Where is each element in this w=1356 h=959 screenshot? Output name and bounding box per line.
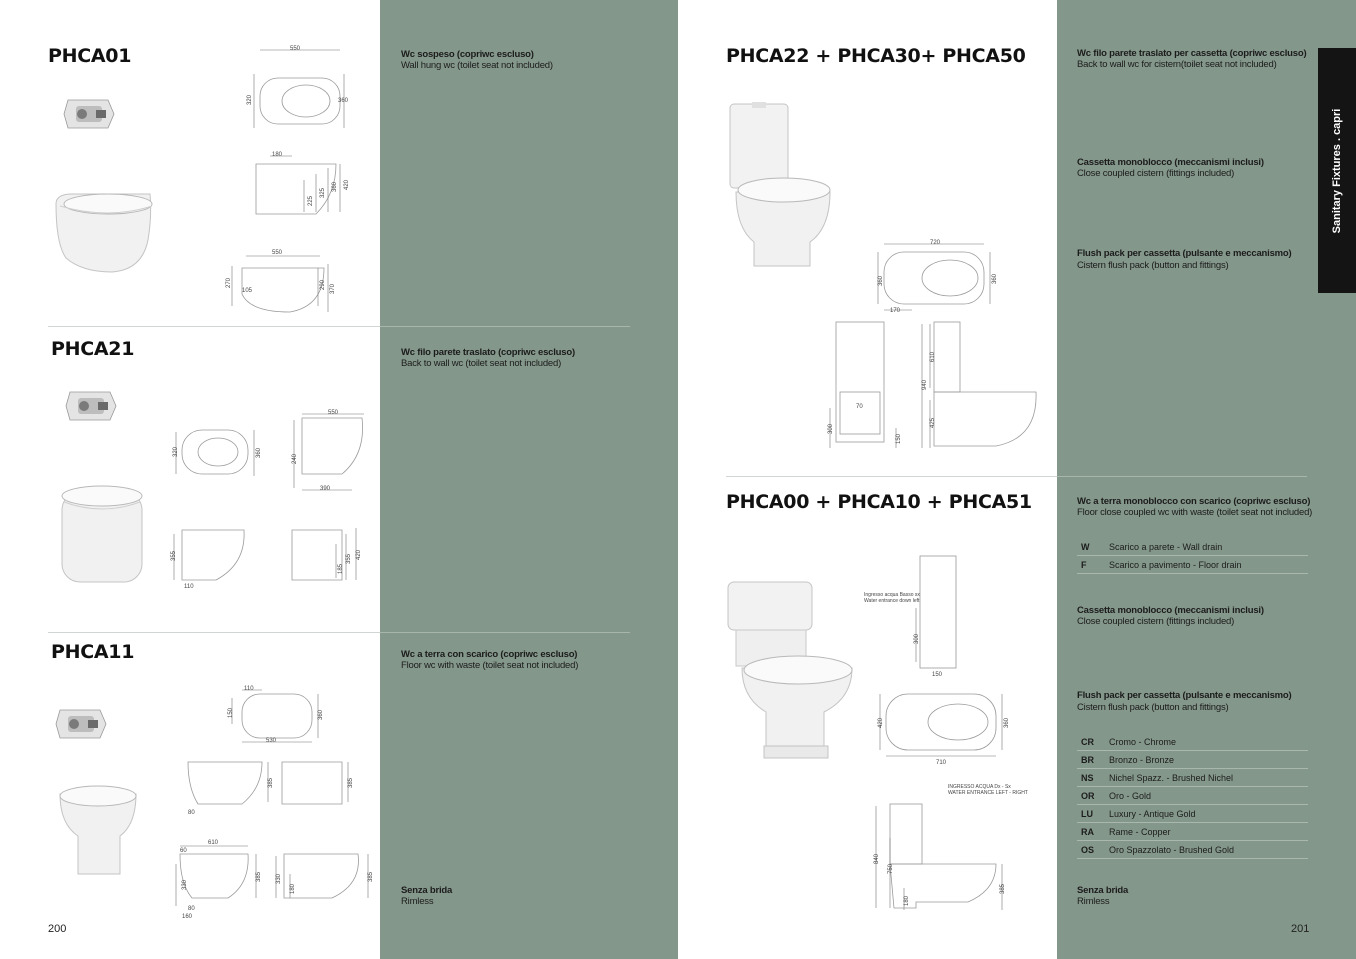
dimension-label: 325 [320,187,326,198]
drawing-note: Water entrance down left [864,598,920,604]
product-code: PHCA21 [51,338,135,360]
product-note-en: Rimless [401,896,434,907]
dimension-label: 80 [188,906,195,912]
dimension-label: 610 [208,840,219,846]
dimension-label: 110 [244,686,254,692]
drawing-note: INGRESSO ACQUA Dx - Sx [948,784,1011,790]
dimension-label: 360 [318,709,324,720]
divider [380,326,630,327]
dimension-label: 385 [268,777,274,788]
finish-label: Rame - Copper [1109,823,1308,841]
finish-code: BR [1077,751,1109,769]
finish-code: OR [1077,787,1109,805]
dimension-label: 360 [338,98,349,104]
product-extra-en: Close coupled cistern (fittings included) [1077,168,1235,179]
technical-drawing [860,548,1050,914]
dimension-label: 385 [368,871,374,882]
toilet-photo [58,482,146,592]
product-extra-it: Cassetta monoblocco (meccanismi inclusi) [1077,605,1264,616]
product-extra-en: Cistern flush pack (button and fittings) [1077,260,1229,271]
dimension-label: 360 [878,275,884,286]
finish-label: Bronzo - Bronze [1109,751,1308,769]
product-description-it: Wc a terra monoblocco con scarico (copriwc escluso) [1077,496,1311,507]
finishes-table [1077,733,1308,859]
finish-label: Oro Spazzolato - Brushed Gold [1109,841,1308,859]
divider [48,632,380,633]
table-row [1077,787,1308,805]
page-number: 200 [48,923,67,935]
product-extra-it: Flush pack per cassetta (pulsante e meccanismo) [1077,248,1292,259]
product-description-it: Wc a terra con scarico (copriwc escluso) [401,649,578,660]
dimension-label: 70 [856,404,863,410]
dimension-label: 720 [930,240,941,246]
dimension-label: 300 [914,633,920,644]
option-code: W [1077,538,1109,556]
dimension-label: 110 [184,584,194,590]
toilet-photo [726,100,836,272]
dimension-label: 330 [276,873,282,884]
option-label: Scarico a pavimento - Floor drain [1109,556,1308,574]
dimension-label: 180 [904,895,910,906]
left-green-panel [380,0,678,959]
drawing-note: Ingresso acqua Basso sx [864,592,920,598]
dimension-label: 180 [272,152,283,158]
table-row [1077,733,1308,751]
dimension-label: 300 [828,423,834,434]
product-extra-en: Close coupled cistern (fittings included) [1077,616,1235,627]
finish-label: Luxury - Antique Gold [1109,805,1308,823]
divider [1057,476,1307,477]
dimension-label: 360 [332,181,338,192]
drain-options-table [1077,538,1308,574]
product-description-en: Back to wall wc for cistern(toilet seat not included) [1077,59,1277,70]
toilet-photo [52,190,154,274]
dimension-label: 530 [266,738,277,744]
dimension-label: 550 [290,46,301,52]
section-tab [1318,48,1356,293]
page-number: 201 [1291,923,1310,935]
product-note-it: Senza brida [401,885,453,896]
dimension-label: 225 [308,195,314,206]
dimension-label: 425 [930,417,936,428]
divider [380,632,630,633]
product-description-en: Floor close coupled wc with waste (toilet seat not included) [1077,507,1313,518]
dimension-label: 710 [936,760,947,766]
product-description-it: Wc filo parete traslato (copriwc escluso) [401,347,575,358]
finish-label: Oro - Gold [1109,787,1308,805]
dimension-label: 370 [330,283,336,294]
product-note-en: Rimless [1077,896,1110,907]
table-row [1077,556,1308,574]
dimension-label: 750 [888,863,894,874]
dimension-label: 150 [896,433,902,444]
dimension-label: 610 [930,351,936,362]
product-description-en: Wall hung wc (toilet seat not included) [401,60,553,71]
technical-drawing [166,404,366,594]
dimension-label: 420 [344,179,350,190]
product-extra-en: Cistern flush pack (button and fittings) [1077,702,1229,713]
product-code: PHCA00 + PHCA10 + PHCA51 [726,491,1032,513]
table-row [1077,751,1308,769]
dimension-label: 170 [890,308,901,314]
finish-code: RA [1077,823,1109,841]
toilet-photo [726,578,856,768]
product-code: PHCA11 [51,641,135,663]
technical-drawing [172,684,378,920]
toilet-photo [54,784,142,880]
dimension-label: 420 [878,717,884,728]
finish-code: NS [1077,769,1109,787]
dimension-label: 60 [180,848,187,854]
divider [726,476,1057,477]
dimension-label: 940 [922,379,928,390]
finish-label: Cromo - Chrome [1109,733,1308,751]
dimension-label: 385 [256,871,262,882]
technical-drawing [826,238,1042,458]
dimension-label: 80 [188,810,195,816]
product-extra-it: Flush pack per cassetta (pulsante e meccanismo) [1077,690,1292,701]
dimension-label: 355 [346,553,352,564]
dimension-label: 330 [182,879,188,890]
dimension-label: 150 [228,707,234,718]
table-row [1077,769,1308,787]
dimension-label: 270 [226,277,232,288]
technical-drawing [220,44,360,324]
dimension-label: 160 [182,914,193,920]
fitting-photo [62,96,118,132]
dimension-label: 105 [242,288,253,294]
dimension-label: 360 [256,447,262,458]
dimension-label: 360 [992,273,998,284]
product-extra-it: Cassetta monoblocco (meccanismi inclusi) [1077,157,1264,168]
product-code: PHCA01 [48,45,132,67]
drawing-note: WATER ENTRANCE LEFT - RIGHT [948,790,1028,796]
dimension-label: 355 [171,550,177,561]
product-note-it: Senza brida [1077,885,1129,896]
option-code: F [1077,556,1109,574]
dimension-label: 385 [348,777,354,788]
finish-code: CR [1077,733,1109,751]
dimension-label: 385 [1000,883,1006,894]
table-row [1077,841,1308,859]
dimension-label: 150 [932,672,943,678]
dimension-label: 185 [338,563,344,574]
dimension-label: 240 [292,453,298,464]
dimension-label: 840 [874,853,880,864]
dimension-label: 420 [356,549,362,560]
dimension-label: 360 [1004,717,1010,728]
dimension-label: 180 [290,883,296,894]
finish-code: LU [1077,805,1109,823]
product-code: PHCA22 + PHCA30+ PHCA50 [726,45,1026,67]
table-row [1077,805,1308,823]
product-description-it: Wc filo parete traslato per cassetta (copriwc escluso) [1077,48,1307,59]
section-tab-label: Sanitary Fixtures . capri [1331,108,1343,233]
option-label: Scarico a parete - Wall drain [1109,538,1308,556]
product-description-en: Floor wc with waste (toilet seat not included) [401,660,579,671]
dimension-label: 390 [320,486,331,492]
dimension-label: 550 [272,250,283,256]
finish-label: Nichel Spazz. - Brushed Nichel [1109,769,1308,787]
product-description-it: Wc sospeso (copriwc escluso) [401,49,534,60]
product-description-en: Back to wall wc (toilet seat not included) [401,358,562,369]
divider [48,326,380,327]
table-row [1077,823,1308,841]
dimension-label: 320 [173,446,179,457]
table-row [1077,538,1308,556]
dimension-label: 290 [320,279,326,290]
dimension-label: 320 [247,94,253,105]
dimension-label: 550 [328,410,339,416]
fitting-photo [64,388,120,424]
finish-code: OS [1077,841,1109,859]
fitting-photo [54,706,110,742]
